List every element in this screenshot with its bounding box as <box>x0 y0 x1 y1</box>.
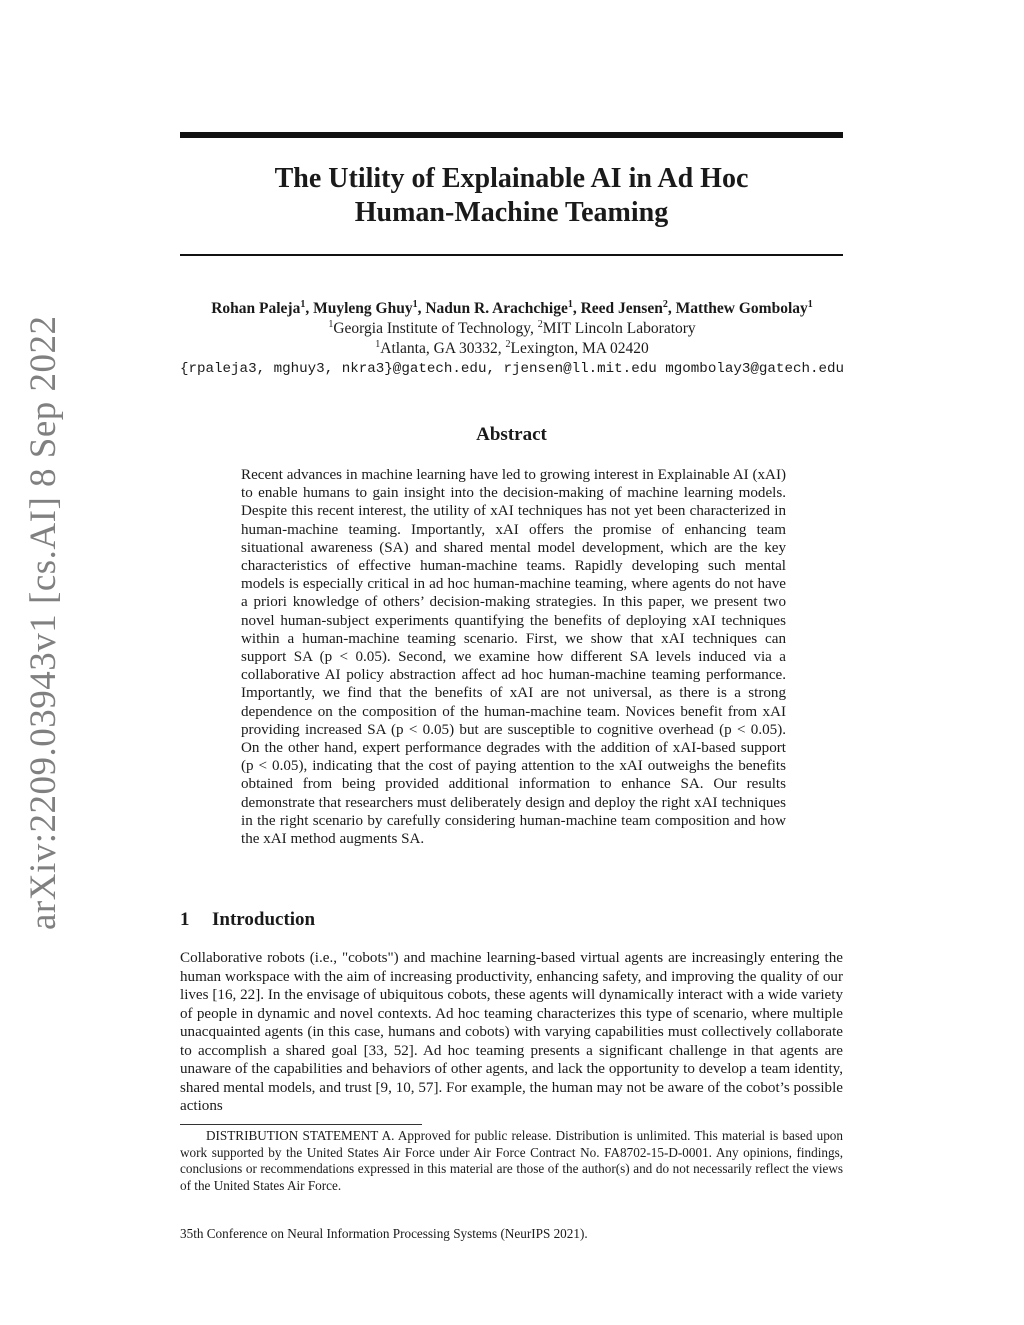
location-2: Lexington, MA 02420 <box>510 340 649 357</box>
distribution-footnote: DISTRIBUTION STATEMENT A. Approved for public release. Distribution is unlimited. This material is based upon work supported by the United States Air Force under Air Force Contract No. FA8702-15-D-0001. Any opinions, findings, conclusions or recommendations expressed in this material are those of the author(s) and do not necessarily reflect the views of the United States Air Force. <box>180 1128 843 1193</box>
institutions-line <box>150 319 874 339</box>
author-affiliation-mark: 2 <box>662 299 668 310</box>
location-mark: 2 <box>505 339 511 350</box>
author-affiliation-mark: 1 <box>412 299 418 310</box>
abstract-text: Recent advances in machine learning have led to growing interest in Explainable AI (xAI) to enable humans to gain insight into the decision-making of machine learning models. Despite this recent interest, the utility of xAI techniques has not yet been characterized in human-machine teaming. Importantly, xAI offers the promise of enhancing team situational awareness (SA) and shared mental model development, which are the key characteristics of effective human-machine teams. Rapidly developing such mental models is especially critical in ad hoc human-machine teaming, where agents do not have a priori knowledge of others’ decision-making strategies. In this paper, we present two novel human-subject experiments quantifying the benefits of deploying xAI techniques within a human-machine teaming scenario. First, we show that xAI techniques can support SA (p < 0.05). Second, we examine how different SA levels induced via a collaborative AI policy abstraction affect ad hoc human-machine teaming performance. Importantly, we find that the benefits of xAI are not universal, as there is a strong dependence on the composition of the human-machine team. Novices benefit from xAI providing increased SA (p < 0.05) but are susceptible to cognitive overhead (p < 0.05). On the other hand, expert performance degrades with the addition of xAI-based support (p < 0.05), indicating that the cost of paying attention to the xAI outweighs the benefits obtained from being provided additional information to enhance SA. Our results demonstrate that researchers must deliberately design and deploy the right xAI techniques in the right scenario by carefully considering human-machine team composition and how the xAI method augments SA. <box>241 467 786 848</box>
author-names: Rohan Paleja$^1$, Muyleng Ghuy$^1$, Nadun R. Arachchige$^1$, Reed Jensen$^2$, Matthew Gombolay$^1$ <box>211 299 813 317</box>
author-name: Nadun R. Arachchige <box>425 300 568 317</box>
arxiv-side-stamp[interactable]: arXiv:2209.03943v1 [cs.AI] 8 Sep 2022 <box>23 315 64 930</box>
footnote-rule <box>180 1124 422 1125</box>
author-affiliation-mark: 1 <box>300 299 306 310</box>
locations-line <box>150 339 874 359</box>
author-name: Muyleng Ghuy <box>313 300 413 317</box>
introduction-text: Collaborative robots (i.e., "cobots") and machine learning-based virtual agents are increasingly entering the human workspace with the aim of increasing productivity, enhancing safety, and improving the quality of our lives [16, 22]. In the envisage of ubiquitous cobots, these agents will dynamically interact with a wide variety of people in dynamic and novel contexts. Ad hoc teaming characterizes this type of scenario, where multiple unacquainted agents (in this case, humans and cobots) with varying capabilities must collectively collaborate to accomplish a shared goal [33, 52]. Ad hoc teaming presents a significant challenge in that agents are unaware of the capabilities and behaviors of other agents, and lack the opportunity to develop a team identity, shared mental models, and trust [9, 10, 57]. For example, the human may not be aware of the cobot’s possible actions <box>180 950 843 1114</box>
author-block <box>150 299 874 379</box>
section-number: 1 <box>180 909 190 930</box>
author-name: Reed Jensen <box>580 300 663 317</box>
author-affiliation-mark: 1 <box>807 299 813 310</box>
author-emails[interactable]: {rpaleja3, mghuy3, nkra3}@gatech.edu, rjensen@ll.mit.edu mgombolay3@gatech.edu <box>179 361 845 377</box>
location-mark: 1 <box>375 339 381 350</box>
author-affiliation-mark: 1 <box>567 299 573 310</box>
paper-title <box>180 162 843 230</box>
title-top-rule <box>180 132 843 138</box>
abstract-heading: Abstract <box>476 424 547 445</box>
institution-mark: 1 <box>328 319 334 330</box>
title-line-1: The Utility of Explainable AI in Ad Hoc <box>274 163 749 194</box>
institution-mark: 2 <box>537 319 543 330</box>
author-name: Rohan Paleja <box>211 300 301 317</box>
institution-1: Georgia Institute of Technology, <box>333 320 538 337</box>
institution-2: MIT Lincoln Laboratory <box>542 320 696 337</box>
section-title: Introduction <box>212 909 316 930</box>
title-bottom-rule <box>180 254 843 256</box>
section-heading <box>180 909 315 931</box>
location-1: Atlanta, GA 30332, <box>380 340 506 357</box>
conference-venue: 35th Conference on Neural Information Processing Systems (NeurIPS 2021). <box>180 1226 588 1241</box>
author-name: Matthew Gombolay <box>675 300 808 317</box>
title-line-2: Human-Machine Teaming <box>354 197 669 228</box>
